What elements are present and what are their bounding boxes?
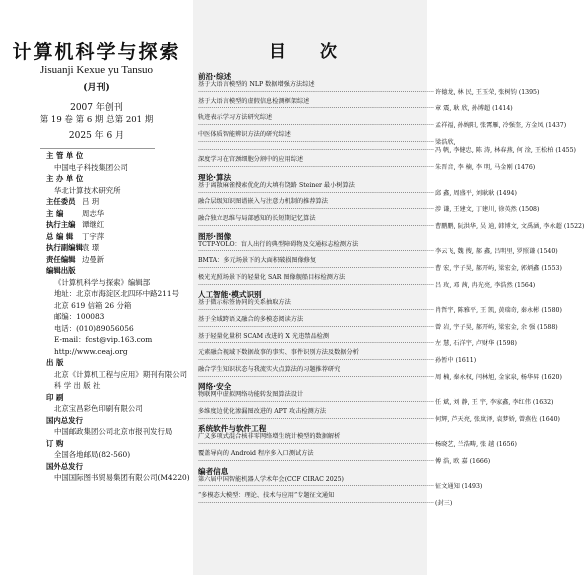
info-label: 主 编 (46, 208, 64, 218)
toc-article[interactable] (198, 299, 562, 316)
leader-dots: ························································································································ (198, 399, 435, 407)
toc-article[interactable] (198, 81, 540, 98)
info-value: 吕 玥 (82, 197, 100, 206)
article-meta (198, 163, 536, 173)
info-value: 周志华 (82, 208, 105, 218)
leader-dots: ························································································································ (198, 88, 435, 96)
toc-list (198, 72, 584, 510)
info-value: 邮编：100083 (54, 312, 105, 321)
info-label: 编辑出版 (46, 266, 76, 275)
toc-article[interactable] (198, 332, 517, 350)
info-value: 地址：北京市海淀区北四环中路211号 (54, 289, 179, 298)
toc-article[interactable] (198, 257, 562, 274)
leader-dots: ························································································································ (198, 222, 435, 230)
leader-dots: ························································································································ (198, 264, 435, 272)
info-value: 中国国际图书贸易集团有限公司(M4220) (54, 473, 190, 482)
leader-dots: ························································································································ (198, 147, 435, 155)
info-value: E-mail：fcst@vip.163.com (54, 335, 153, 344)
article-title: TCTP-YOLO：盲人出行的典型障碍物及交通标志检测方法 (198, 240, 359, 248)
volume-issue: 第 19 卷 第 6 期 总第 201 期 (39, 115, 154, 125)
toc-article[interactable] (198, 198, 540, 215)
leader-dots: ························································································································ (198, 323, 435, 331)
divider (40, 148, 155, 149)
leader-dots: ························································································································ (198, 206, 435, 214)
article-authors-page: 孙暂中 (1611) (435, 356, 477, 364)
toc-section-heading: 前沿·综述 (198, 72, 232, 81)
toc-section-heading: 图形·图像 (198, 231, 232, 241)
article-title: 融合层级知识图谱嵌入与注意力机制的推荐算法 (198, 198, 328, 206)
leader-dots: ························································································································ (198, 138, 435, 146)
leader-dots: ························································································································ (198, 189, 435, 197)
article-meta (198, 121, 567, 131)
info-value: 谭继红 (82, 220, 105, 229)
article-meta (198, 356, 477, 366)
info-label: 订 购 (46, 438, 64, 448)
article-title: 极光光照场景下的轻量化 SAR 图像舰船目标检测方法 (198, 273, 346, 281)
info-label: 执行副编辑 (46, 243, 83, 252)
article-title: 基于大语言模型的虚假信息检测框架综述 (198, 97, 310, 105)
article-title: 多维度边优化渗漏图改进的 APT 攻击检测方法 (198, 407, 327, 415)
leader-dots: ························································································································ (198, 307, 435, 315)
toc-article[interactable] (198, 450, 491, 467)
info-label: 总 编 辑 (46, 231, 74, 241)
article-authors-page: 傅 浩, 欧 嘉 (1666) (435, 457, 491, 465)
info-value: 袁 璟 (82, 243, 100, 252)
article-meta (198, 147, 576, 156)
info-value: 丁宇萍 (82, 231, 105, 241)
article-authors-page: 肖哲宇, 陈雅平, 王 凯, 黄瑞奇, 秦永彬 (1580) (435, 307, 562, 315)
toc-article[interactable] (198, 433, 517, 450)
article-authors-page: 涉 谦, 王建文, 丁建川, 徐英然 (1508) (435, 206, 540, 214)
article-authors-page: 曹鹏鹏, 阮洪华, 吴 迪, 韩博文, 文禹涵, 李永超 (1522) (435, 222, 584, 230)
journal-title: 计算机科学与探索 (12, 41, 181, 63)
toc-article[interactable] (198, 114, 567, 131)
article-title: 基于微示标签协同的关系抽取方法 (198, 299, 291, 307)
leader-dots: ························································································································ (198, 415, 435, 423)
toc-article[interactable] (198, 156, 536, 173)
toc-article[interactable] (198, 407, 560, 425)
info-value: 华北计算技术研究所 (54, 185, 121, 195)
toc-article[interactable] (198, 365, 562, 383)
article-authors-page: 梁浩欣, (435, 138, 456, 146)
article-authors-page: (封三) (435, 500, 453, 508)
leader-dots: ························································································································ (198, 483, 435, 491)
toc-article[interactable] (198, 130, 456, 148)
leader-dots: ························································································································ (198, 281, 435, 289)
article-authors-page: 许德龙, 林 民, 王玉荣, 张树钧 (1395) (435, 88, 540, 96)
article-title: 基于全域跨语义融合的多模态阅读方法 (198, 315, 304, 323)
info-label: 主 管 单 位 (46, 151, 84, 160)
info-value: 全国各地邮局(82-560) (54, 450, 131, 459)
article-meta (198, 206, 540, 215)
article-title: 融合独立思维与局部感知的长短期记忆算法 (198, 214, 316, 222)
toc-article[interactable] (198, 240, 558, 258)
article-title: 第六届中国智能机器人学术年会(CCF CIRAC 2025) (198, 475, 344, 483)
toc-article[interactable] (198, 492, 453, 509)
article-title: 轨迹表示学习方法研究综述 (198, 114, 273, 122)
article-meta (198, 399, 554, 408)
masthead-panel (0, 0, 193, 575)
info-value: 《计算机科学与探索》编辑部 (54, 277, 151, 287)
article-authors-page: 曹 宏, 宇子昊, 郝开屿, 梁宏金, 郭炳鑫 (1553) (435, 264, 562, 272)
info-label: 出 版 (46, 358, 64, 367)
info-label: 印 刷 (46, 392, 64, 402)
article-meta (198, 373, 562, 383)
publication-info (46, 152, 192, 486)
info-label: 责任编辑 (46, 254, 76, 264)
info-label: 执行主编 (46, 220, 76, 229)
article-authors-page: 孟祥福, 孙婉阳, 张霄雁, 冷强奎, 方金凤 (1437) (435, 121, 567, 129)
info-row (46, 221, 192, 233)
article-authors-page: 左 慧, 石洋宇, 卢财华 (1598) (435, 340, 517, 348)
toc-section-heading: 人工智能·模式识别 (198, 290, 262, 300)
article-authors-page: 朱晋音, 李 楠, 李 明, 马金刚 (1476) (435, 163, 536, 171)
leader-dots: ························································································································ (198, 340, 435, 348)
toc-section-heading: 系统软件与软件工程 (198, 424, 267, 434)
article-title: 元素融合视域下数据故事的事实、事件识别方法及数据分析 (198, 349, 359, 357)
leader-dots: ························································································································ (198, 248, 435, 256)
toc-article[interactable] (198, 349, 477, 366)
article-authors-page: 征文通知 (1493) (435, 483, 483, 491)
toc-article[interactable] (198, 181, 517, 199)
article-title: 覆盖导向的 Android 程序多入口测试方法 (198, 450, 314, 458)
leader-dots: ························································································································ (198, 121, 435, 129)
toc-article[interactable] (198, 475, 483, 493)
article-meta (198, 222, 584, 232)
toc-section-heading: 理论·算法 (198, 172, 232, 182)
article-meta (198, 323, 558, 333)
article-title: BMTA：多元场景下的大面积破损图像修复 (198, 257, 317, 265)
info-value: http://www.ceaj.org (54, 346, 128, 356)
article-meta (198, 138, 456, 148)
article-authors-page: 冯 帆, 李健忠, 陈 涛, 林春燕, 何 淦, 王松柏 (1455) (435, 147, 576, 155)
info-value: 中国电子科技集团公司 (54, 162, 128, 172)
article-authors-page: 章 震, 耿 欣, 孙博超 (1414) (435, 105, 513, 113)
founding-year: 2007 年创刊 (70, 103, 123, 113)
article-authors-page: 李云飞, 魏 搜, 郝 鑫, 吕明里, 罗照谦 (1540) (435, 248, 558, 256)
leader-dots: ························································································································ (198, 105, 435, 113)
article-meta (198, 500, 453, 509)
article-meta (198, 340, 517, 349)
article-title: 物联网中虚拟网络功能转发图算法设计 (198, 391, 304, 399)
leader-dots: ························································································································ (198, 441, 435, 449)
article-authors-page: 吕 玫, 邓 茜, 冉光亮, 李浩然 (1564) (435, 281, 536, 289)
toc-article[interactable] (198, 273, 536, 291)
leader-dots: ························································································································ (198, 457, 435, 465)
article-title: “多模态大模型：理论、技术与应用”专题征文通知 (198, 492, 335, 500)
toc-article[interactable] (198, 214, 584, 232)
issue-date: 2025 年 6 月 (68, 131, 125, 141)
article-title: 深度学习在宫颈细胞分割中的应用综述 (198, 156, 304, 164)
toc-section-heading: 网络·安全 (198, 382, 232, 392)
journal-pinyin: Jisuanji Kexue yu Tansuo (40, 64, 153, 76)
info-value: 北京《计算机工程与应用》期刊有限公司 (54, 369, 188, 379)
leader-dots: ························································································································ (198, 356, 435, 364)
article-meta (198, 441, 517, 450)
leader-dots: ························································································································ (198, 373, 435, 381)
info-label: 主任委员 (46, 197, 76, 206)
article-title: 基于大语言模型的 NLP 数据增强方法综述 (198, 81, 315, 88)
journal-frequency: (月刊) (83, 83, 110, 93)
article-authors-page: 何辉, 芦天亮, 张岚泽, 袁梦娇, 曾燕佐 (1640) (435, 415, 560, 423)
article-authors-page: 邱 鑫, 周盛平, 刘耿耿 (1494) (435, 189, 517, 197)
article-authors-page: 周 楠, 秦永权, 闫林旭, 金家泉, 杨华昇 (1620) (435, 373, 562, 381)
info-value: 科 学 出 版 社 (54, 381, 101, 390)
toc-section-heading: 编者信息 (198, 466, 229, 476)
info-value: 边曼新 (82, 254, 105, 264)
article-title: 基于离散麻雀搜索优化的大填有饶路 Steiner 最小树算法 (198, 181, 355, 189)
article-authors-page: 曾 岩, 宇子昊, 郝开屿, 梁宏金, 余 强 (1588) (435, 323, 558, 331)
article-authors-page: 任 斌, 刘 静, 王 宇, 李家鑫, 李红伟 (1632) (435, 399, 554, 407)
leader-dots: ························································································································ (198, 500, 435, 508)
article-title: 基于轻量化量积 SCAM 改进的 X 光违禁品检测 (198, 332, 330, 340)
article-meta (198, 264, 562, 274)
info-row (46, 244, 192, 256)
info-value: 北京 619 信箱 26 分箱 (54, 300, 132, 310)
article-meta (198, 248, 558, 257)
info-value: 中国邮政集团公司北京市报刊发行局 (54, 427, 173, 436)
article-meta (198, 88, 540, 98)
article-title: 广义多项式混合核非零网络增生统计模型的数据解析 (198, 433, 341, 441)
toc-article[interactable] (198, 315, 558, 333)
info-value: 北京宝昌彩色印刷有限公司 (54, 404, 143, 413)
info-value: 电话：(010)89056056 (54, 323, 134, 333)
toc-article[interactable] (198, 391, 554, 408)
article-title: 融合学生知识状态与我流实火点算法的习题推荐研究 (198, 365, 341, 373)
leader-dots: ························································································································ (198, 163, 435, 171)
article-title: 中医体质智能辨识方法的研究综述 (198, 130, 291, 138)
toc-article[interactable] (198, 97, 513, 115)
toc-article[interactable] (198, 147, 576, 156)
info-label: 主 办 单 位 (46, 174, 84, 183)
article-meta (198, 307, 562, 316)
article-meta (198, 457, 491, 467)
info-label: 国内总发行 (46, 415, 83, 425)
toc-title: 目 次 (269, 42, 351, 62)
info-row (46, 198, 192, 210)
info-label: 国外总发行 (46, 461, 83, 471)
article-authors-page: 杨晓艺, 兰浩畴, 张 越 (1656) (435, 441, 517, 449)
